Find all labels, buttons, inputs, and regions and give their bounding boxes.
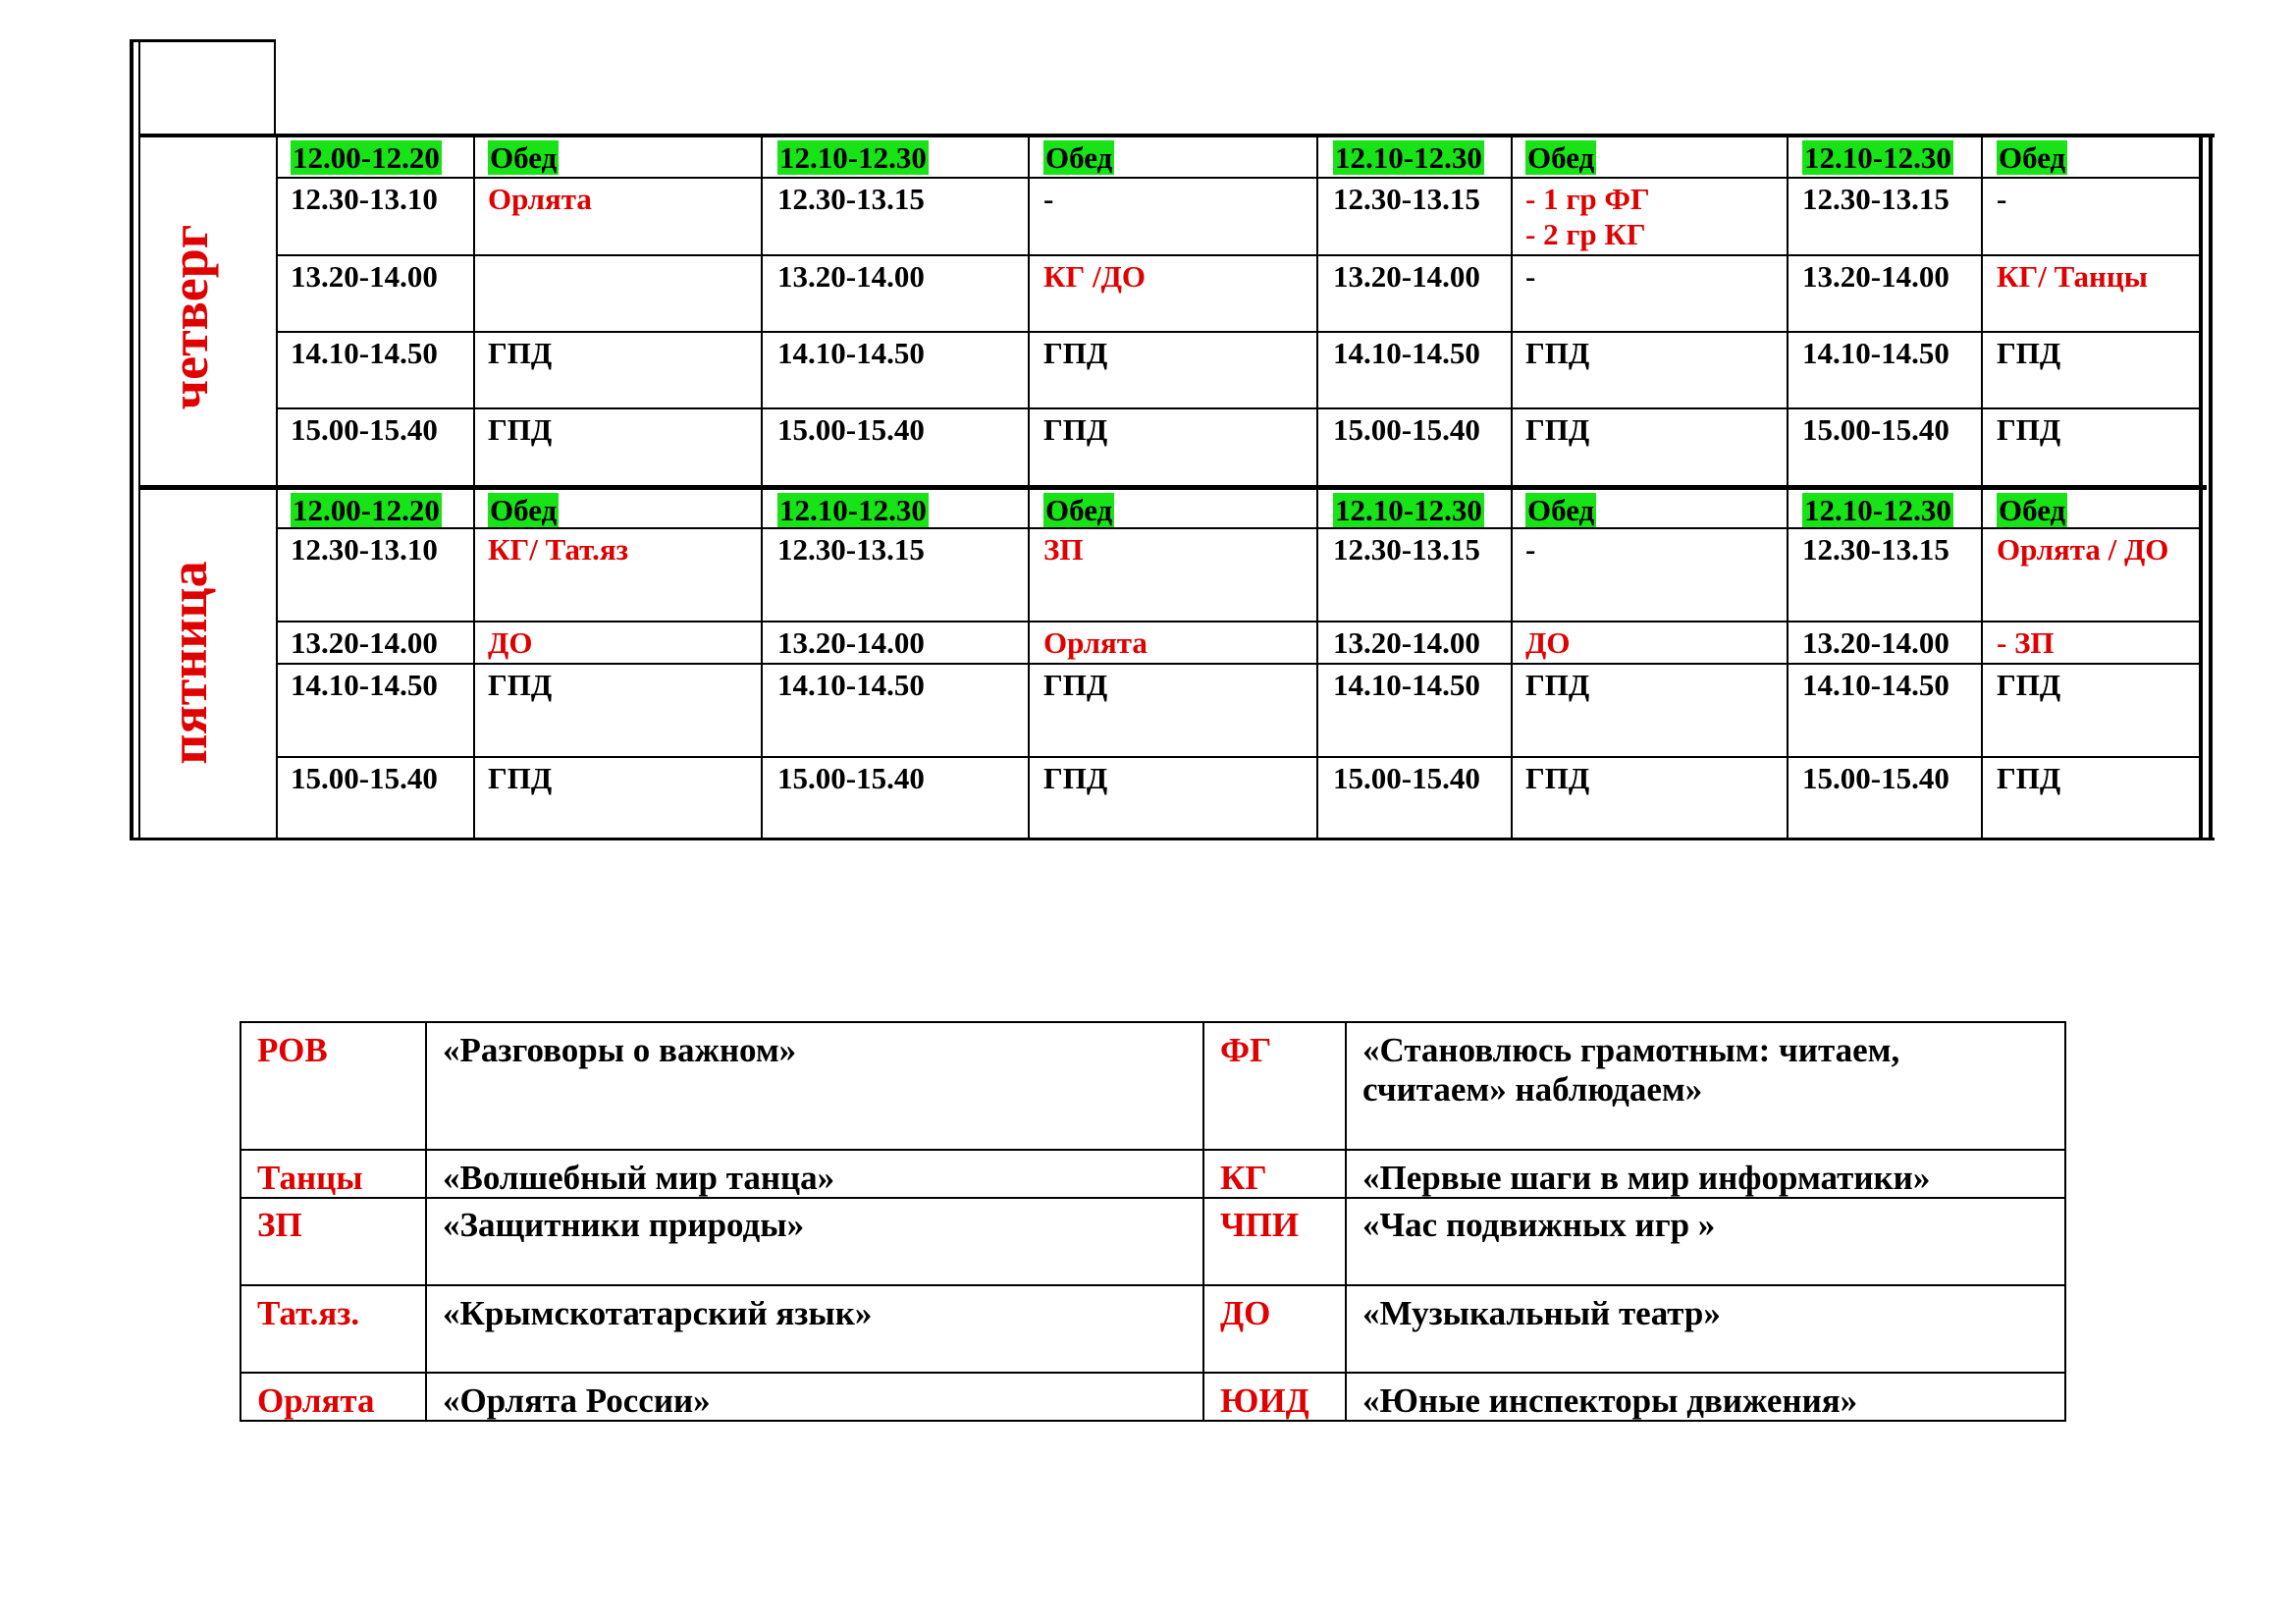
schedule-cell: 13.20-14.00 (1333, 625, 1480, 660)
table-bottom-border (130, 838, 2215, 840)
schedule-cell: 15.00-15.40 (291, 761, 438, 795)
schedule-cell: ГПД (488, 412, 553, 447)
day-label-thursday: четверг (160, 224, 219, 410)
legend-abbreviation: ДО (1220, 1294, 1271, 1332)
legend-abbreviation: Орлята (257, 1381, 375, 1420)
col-line (1028, 135, 1030, 839)
schedule-cell-extra: - 2 гр КГ (1525, 217, 1646, 251)
legend-description: «Орлята России» (443, 1381, 711, 1420)
schedule-cell: 15.00-15.40 (777, 761, 925, 795)
legend-col-line (425, 1021, 427, 1422)
schedule-cell (1802, 139, 1953, 177)
lunch-highlight: 12.10-12.30 (1804, 140, 1951, 175)
row-line (276, 663, 2200, 665)
schedule-cell: 15.00-15.40 (1802, 761, 1949, 795)
schedule-cell: 12.30-13.15 (777, 532, 925, 567)
schedule-cell: ГПД (1525, 668, 1590, 702)
table-right-border-outer (2209, 134, 2213, 840)
schedule-cell: 12.30-13.15 (1333, 182, 1480, 216)
schedule-cell: КГ /ДО (1043, 259, 1147, 294)
lunch-highlight: Обед (1999, 493, 2066, 527)
schedule-cell: Орлята (1043, 625, 1148, 660)
schedule-cell: Орлята / ДО (1997, 532, 2169, 567)
legend-abbreviation: КГ (1220, 1159, 1267, 1197)
schedule-cell: ГПД (1525, 336, 1590, 370)
col-line (1511, 135, 1513, 839)
legend-description: «Музыкальный театр» (1362, 1294, 1721, 1332)
schedule-cell: ГПД (1043, 336, 1108, 370)
legend-row-line (240, 1149, 2066, 1151)
schedule-cell (1333, 492, 1484, 529)
legend-row-line (240, 1284, 2066, 1286)
legend-abbreviation: РОВ (257, 1031, 328, 1069)
schedule-cell: 14.10-14.50 (777, 668, 925, 702)
schedule-cell: ГПД (1997, 668, 2061, 702)
legend-abbreviation: ЗП (257, 1206, 302, 1244)
schedule-cell (1525, 139, 1596, 177)
schedule-cell: ГПД (1997, 336, 2061, 370)
col-line (1981, 135, 1983, 839)
schedule-cell: 14.10-14.50 (291, 668, 438, 702)
day-separator (138, 485, 2207, 490)
schedule-cell (1997, 139, 2067, 177)
schedule-cell: 13.20-14.00 (291, 259, 438, 294)
col-line (473, 135, 475, 839)
schedule-cell: 14.10-14.50 (777, 336, 925, 370)
lunch-highlight: Обед (1999, 140, 2066, 175)
row-line (276, 621, 2200, 623)
schedule-cell: 13.20-14.00 (1333, 259, 1480, 294)
lunch-highlight: Обед (1527, 140, 1595, 175)
legend-description-continuation: считаем» наблюдаем» (1362, 1070, 1703, 1109)
schedule-cell: ГПД (488, 761, 553, 795)
legend-row-line (240, 1372, 2066, 1374)
schedule-cell: 13.20-14.00 (1802, 625, 1949, 660)
schedule-cell: - (1997, 182, 2007, 216)
top-corner-border (130, 39, 275, 42)
lunch-highlight: 12.10-12.30 (1335, 140, 1482, 175)
schedule-cell: - (1525, 532, 1536, 567)
schedule-cell: 12.30-13.10 (291, 182, 438, 216)
row-line (276, 254, 2200, 256)
lunch-highlight: 12.00-12.20 (293, 493, 440, 527)
schedule-cell: Орлята (488, 182, 592, 216)
schedule-cell: 13.20-14.00 (777, 259, 925, 294)
schedule-cell (291, 492, 442, 529)
schedule-cell: ГПД (488, 668, 553, 702)
schedule-cell: 13.20-14.00 (1802, 259, 1949, 294)
legend-description: «Крымскотатарский язык» (443, 1294, 873, 1332)
row-line (276, 407, 2200, 409)
schedule-cell: 15.00-15.40 (777, 412, 925, 447)
legend-abbreviation: Тат.яз. (257, 1294, 360, 1332)
day-label-friday: пятница (159, 561, 218, 765)
legend-description: «Разговоры о важном» (443, 1031, 797, 1069)
table-left-border-inner (138, 39, 140, 840)
col-line (1316, 135, 1318, 839)
schedule-cell: 15.00-15.40 (1802, 412, 1949, 447)
lunch-highlight: 12.10-12.30 (779, 140, 927, 175)
lunch-highlight: 12.10-12.30 (1335, 493, 1482, 527)
schedule-cell: 12.30-13.15 (1802, 182, 1949, 216)
schedule-cell: 14.10-14.50 (1802, 668, 1949, 702)
legend-description: «Час подвижных игр » (1362, 1206, 1716, 1244)
col-line (761, 135, 763, 839)
legend-col-line (2064, 1021, 2066, 1422)
schedule-cell: ДО (1525, 625, 1571, 660)
legend-col-line (1202, 1021, 1204, 1422)
schedule-cell: 14.10-14.50 (291, 336, 438, 370)
schedule-cell (488, 492, 559, 529)
lunch-highlight: Обед (1527, 493, 1595, 527)
lunch-highlight: 12.10-12.30 (1804, 493, 1951, 527)
row-line (276, 756, 2200, 758)
header-bottom-border (138, 134, 2215, 137)
schedule-cell: КГ/ Танцы (1997, 259, 2148, 294)
lunch-highlight: Обед (1045, 493, 1113, 527)
table-left-border (130, 39, 133, 840)
legend-description: «Волшебный мир танца» (443, 1159, 835, 1197)
schedule-cell: 14.10-14.50 (1802, 336, 1949, 370)
schedule-cell: 14.10-14.50 (1333, 336, 1480, 370)
lunch-highlight: Обед (490, 493, 558, 527)
col-line (276, 135, 278, 839)
schedule-cell (1997, 492, 2067, 529)
legend-description: «Защитники природы» (443, 1206, 805, 1244)
schedule-cell: ГПД (1043, 412, 1108, 447)
lunch-highlight: 12.10-12.30 (779, 493, 927, 527)
schedule-cell (291, 139, 442, 177)
schedule-cell (1525, 492, 1596, 529)
lunch-highlight: 12.00-12.20 (293, 140, 440, 175)
schedule-cell: ГПД (1043, 668, 1108, 702)
legend-abbreviation: ЧПИ (1220, 1206, 1300, 1244)
schedule-cell: 12.30-13.15 (777, 182, 925, 216)
legend-description: «Становлюсь грамотным: читаем, (1362, 1031, 1900, 1069)
schedule-cell: - (1043, 182, 1054, 216)
schedule-cell: ЗП (1043, 532, 1084, 567)
schedule-cell: 15.00-15.40 (1333, 412, 1480, 447)
table-right-border (2199, 134, 2203, 840)
schedule-cell: 12.30-13.15 (1333, 532, 1480, 567)
row-line (276, 331, 2200, 333)
legend-description: «Юные инспекторы движения» (1362, 1381, 1858, 1420)
lunch-highlight: Обед (1045, 140, 1113, 175)
schedule-cell: 12.30-13.10 (291, 532, 438, 567)
schedule-cell: 14.10-14.50 (1333, 668, 1480, 702)
schedule-cell: - (1525, 259, 1536, 294)
schedule-cell: 13.20-14.00 (777, 625, 925, 660)
col-line (1787, 135, 1789, 839)
schedule-cell: ГПД (1525, 412, 1590, 447)
legend-abbreviation: Танцы (257, 1159, 363, 1197)
schedule-cell: 15.00-15.40 (291, 412, 438, 447)
schedule-cell: ГПД (1997, 761, 2061, 795)
legend-abbreviation: ЮИД (1220, 1381, 1309, 1420)
legend-col-line (1345, 1021, 1347, 1422)
legend-border-top (240, 1021, 2066, 1023)
schedule-cell: ДО (488, 625, 533, 660)
schedule-cell: 13.20-14.00 (291, 625, 438, 660)
schedule-cell (777, 139, 929, 177)
schedule-cell: - ЗП (1997, 625, 2055, 660)
schedule-cell: 15.00-15.40 (1333, 761, 1480, 795)
row-line (276, 177, 2200, 179)
schedule-cell (488, 139, 559, 177)
schedule-cell: ГПД (1043, 761, 1108, 795)
schedule-cell (1802, 492, 1953, 529)
top-corner-right (274, 39, 276, 135)
schedule-cell: ГПД (1997, 412, 2061, 447)
lunch-highlight: Обед (490, 140, 558, 175)
legend-description: «Первые шаги в мир информатики» (1362, 1159, 1931, 1197)
schedule-cell: КГ/ Тат.яз (488, 532, 629, 567)
legend-col-line (240, 1021, 241, 1422)
schedule-cell (777, 492, 929, 529)
legend-abbreviation: ФГ (1220, 1031, 1272, 1069)
schedule-cell: 12.30-13.15 (1802, 532, 1949, 567)
schedule-cell (1043, 139, 1114, 177)
schedule-cell (1333, 139, 1484, 177)
schedule-cell: ГПД (488, 336, 553, 370)
schedule-cell: - 1 гр ФГ (1525, 182, 1650, 216)
schedule-cell: ГПД (1525, 761, 1590, 795)
schedule-cell (1043, 492, 1114, 529)
